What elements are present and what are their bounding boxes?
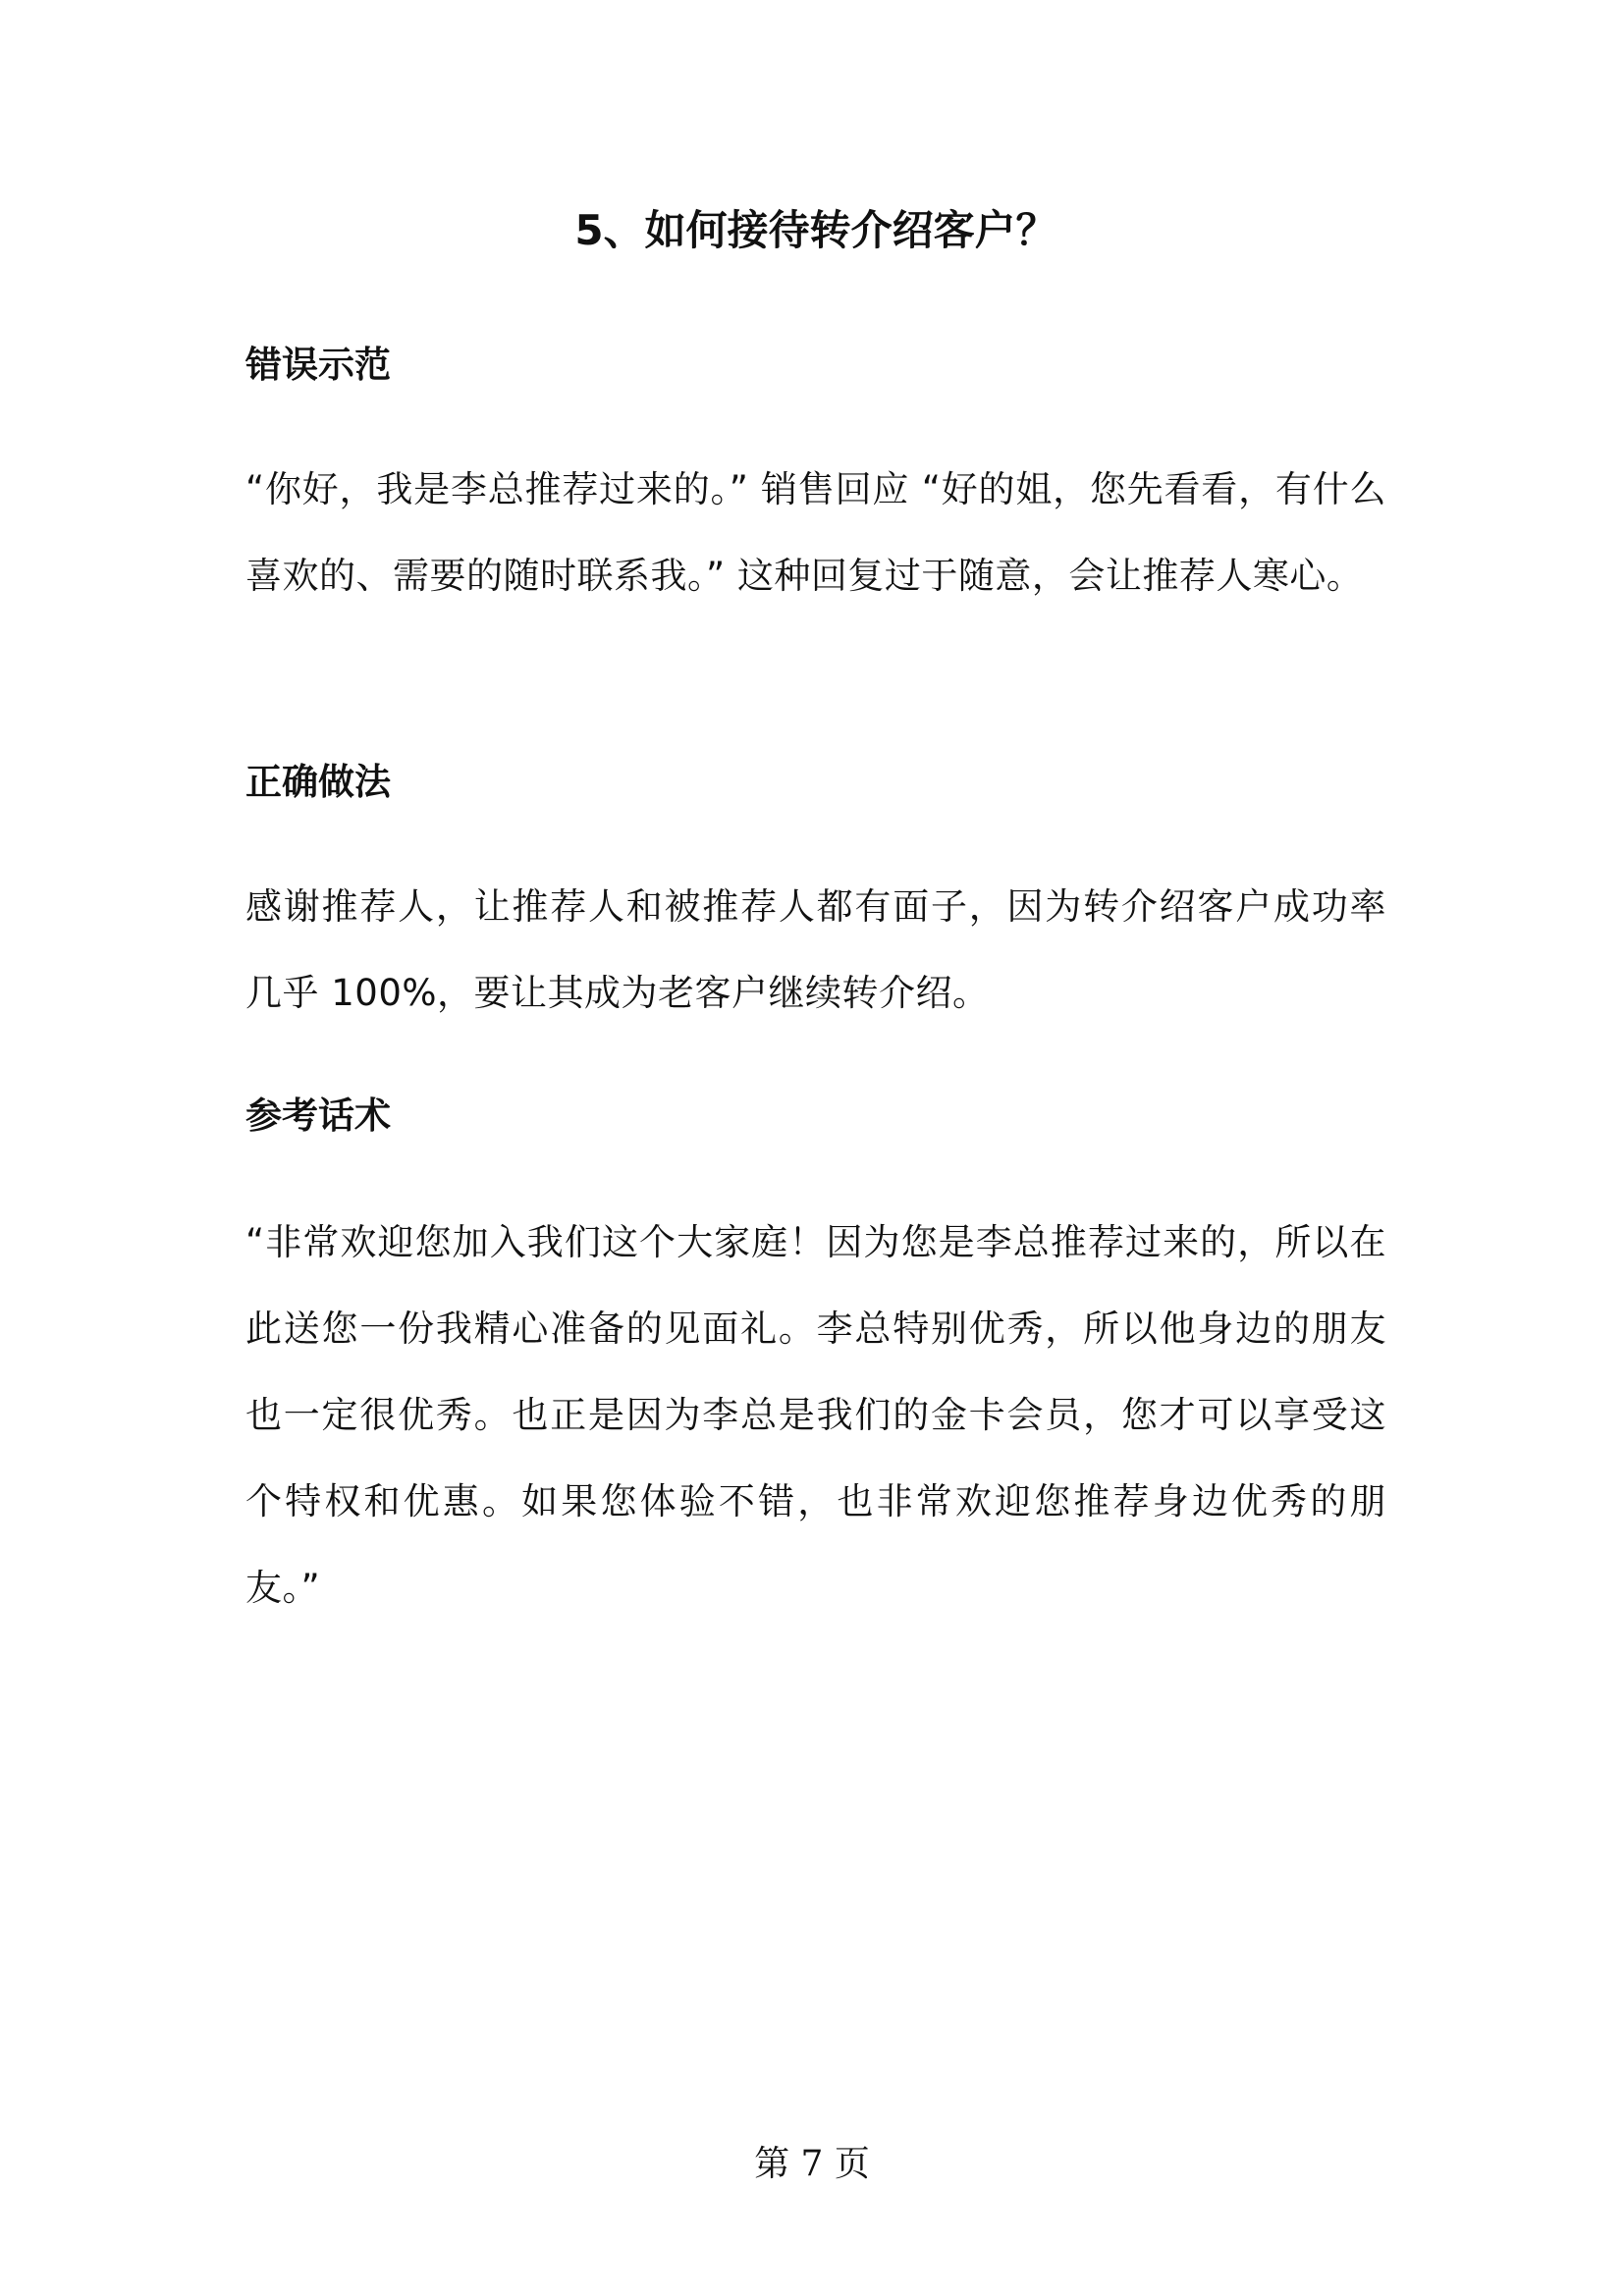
page-title: 5、如何接待转介绍客户？ — [574, 206, 1057, 254]
section-heading-wrong-example: 错误示范 — [245, 344, 391, 386]
section-heading-correct-approach: 正确做法 — [245, 761, 391, 803]
section-paragraph-wrong-example: “你好，我是李总推荐过来的。” 销售回应 “好的姐，您先看看，有什么喜欢的、需要的随时联系我。” 这种回复过于随意，会让推荐人寒心。 — [245, 468, 1386, 597]
section-paragraph-reference-script: “非常欢迎您加入我们这个大家庭！因为您是李总推荐过来的，所以在此送您一份我精心准备的见面礼。李总特别优秀，所以他身边的朋友也一定很优秀。也正是因为李总是我们的金卡会员，您才可以享受这个特权和优惠。如果您体验不错，也非常欢迎您推荐身边优秀的朋友。” — [245, 1221, 1386, 1609]
section-heading-reference-script: 参考话术 — [245, 1095, 391, 1137]
page-number: 第 7 页 — [754, 2144, 870, 2184]
section-paragraph-correct-approach: 感谢推荐人，让推荐人和被推荐人都有面子，因为转介绍客户成功率几乎 100%，要让其成为老客户继续转介绍。 — [245, 885, 1386, 1014]
